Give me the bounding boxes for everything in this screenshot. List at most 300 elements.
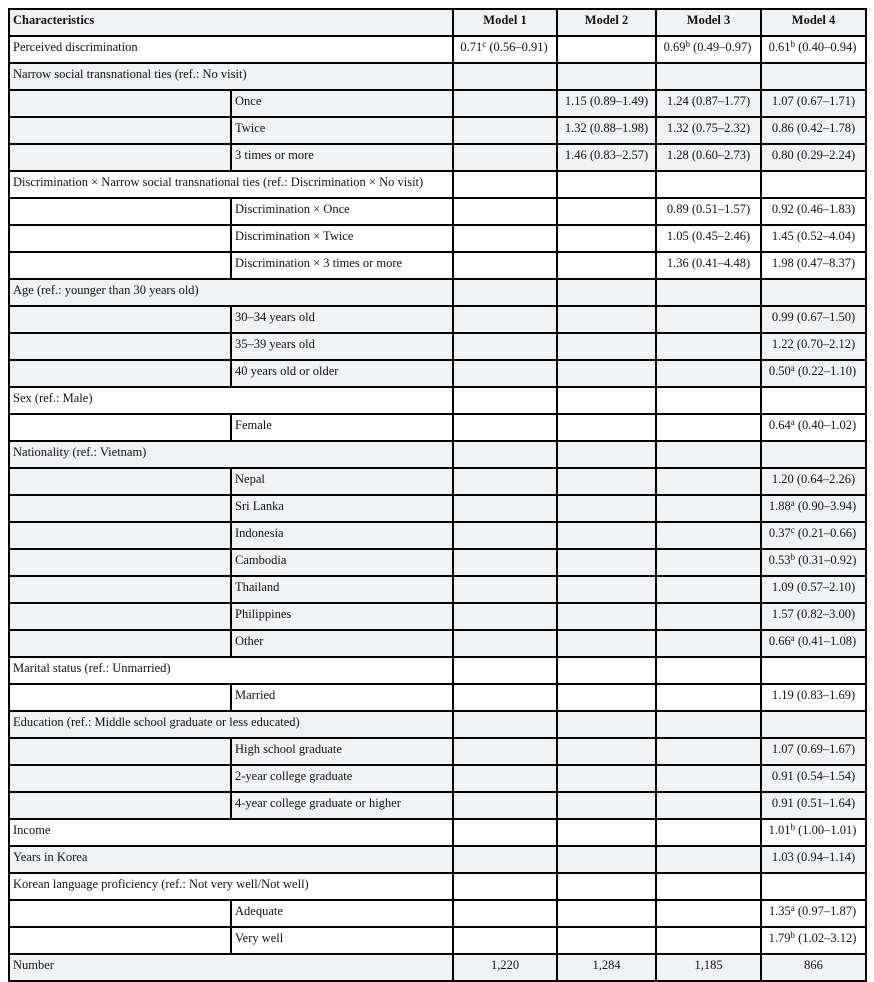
model-3-cell — [656, 792, 761, 819]
model-2-cell — [557, 279, 656, 306]
row-label: Age (ref.: younger than 30 years old) — [9, 279, 453, 306]
row-sublabel: 3 times or more — [231, 144, 453, 171]
model-1-cell — [453, 36, 557, 63]
model-2-cell — [557, 657, 656, 684]
estimate: 1,284 — [592, 958, 621, 972]
model-2-cell — [557, 765, 656, 792]
estimate: 1.19 — [771, 688, 794, 702]
confidence-interval: (0.89–1.49) — [586, 94, 649, 108]
confidence-interval: (0.21–0.66) — [794, 526, 857, 540]
estimate: 0.80 — [771, 148, 794, 162]
table-row — [9, 819, 866, 846]
model-2-cell — [557, 198, 656, 225]
significance-marker: b — [790, 822, 795, 832]
model-4-cell — [761, 684, 866, 711]
table-row — [9, 468, 866, 495]
row-indent-cell — [9, 792, 231, 819]
row-indent-cell — [9, 684, 231, 711]
estimate: 0.61 — [768, 40, 791, 54]
model-1-cell — [453, 90, 557, 117]
model-4-cell — [761, 414, 866, 441]
estimate: 1.05 — [666, 229, 689, 243]
table-row — [9, 954, 866, 981]
confidence-interval: (0.46–1.83) — [793, 202, 856, 216]
estimate: 0.69 — [663, 40, 686, 54]
row-indent-cell — [9, 495, 231, 522]
model-2-cell — [557, 846, 656, 873]
model-3-cell — [656, 846, 761, 873]
model-4-cell — [761, 927, 866, 954]
model-2-cell — [557, 711, 656, 738]
model-3-cell — [656, 387, 761, 414]
model-2-cell — [557, 333, 656, 360]
row-label: Korean language proficiency (ref.: Not very well/Not well) — [9, 873, 453, 900]
estimate: 1.98 — [771, 256, 794, 270]
model-4-cell — [761, 846, 866, 873]
model-4-cell — [761, 900, 866, 927]
row-sublabel: Nepal — [231, 468, 453, 495]
row-indent-cell — [9, 900, 231, 927]
row-label: Years in Korea — [9, 846, 453, 873]
estimate: 1.35 — [768, 904, 791, 918]
characteristics-header: Characteristics — [9, 9, 453, 36]
model-4-cell — [761, 603, 866, 630]
confidence-interval: (0.83–1.69) — [793, 688, 856, 702]
table-row — [9, 333, 866, 360]
confidence-interval: (0.54–1.54) — [793, 769, 856, 783]
table-row — [9, 387, 866, 414]
table-row — [9, 414, 866, 441]
estimate: 1.24 — [666, 94, 689, 108]
row-indent-cell — [9, 630, 231, 657]
model-3-cell — [656, 441, 761, 468]
model-4-cell — [761, 819, 866, 846]
model-2-cell — [557, 414, 656, 441]
estimate: 0.86 — [771, 121, 794, 135]
confidence-interval: (0.29–2.24) — [793, 148, 856, 162]
model-3-cell — [656, 576, 761, 603]
estimate: 0.71 — [460, 40, 483, 54]
confidence-interval: (0.47–8.37) — [793, 256, 856, 270]
model-3-cell — [656, 414, 761, 441]
row-indent-cell — [9, 603, 231, 630]
confidence-interval: (0.90–3.94) — [794, 499, 857, 513]
model-3-cell — [656, 90, 761, 117]
estimate: 0.89 — [666, 202, 689, 216]
row-sublabel: Very well — [231, 927, 453, 954]
model-1-cell — [453, 738, 557, 765]
significance-marker: c — [790, 525, 795, 535]
estimate: 0.37 — [768, 526, 791, 540]
model-2-cell — [557, 360, 656, 387]
row-label: Sex (ref.: Male) — [9, 387, 453, 414]
estimate: 1.28 — [666, 148, 689, 162]
table-row — [9, 603, 866, 630]
model-4-cell — [761, 441, 866, 468]
model-3-cell — [656, 36, 761, 63]
confidence-interval: (0.94–1.14) — [793, 850, 856, 864]
row-label: Discrimination × Narrow social transnational ties (ref.: Discrimination × No visit) — [9, 171, 453, 198]
estimate: 0.53 — [768, 553, 791, 567]
model-3-cell — [656, 738, 761, 765]
significance-marker: b — [790, 552, 795, 562]
row-sublabel: Twice — [231, 117, 453, 144]
model-4-cell — [761, 36, 866, 63]
model-3-cell — [656, 495, 761, 522]
model-4-cell — [761, 198, 866, 225]
confidence-interval: (0.51–1.64) — [793, 796, 856, 810]
estimate: 0.99 — [771, 310, 794, 324]
model-4-cell — [761, 576, 866, 603]
table-row — [9, 873, 866, 900]
model-3-cell — [656, 252, 761, 279]
model-2-cell — [557, 306, 656, 333]
confidence-interval: (0.52–4.04) — [793, 229, 856, 243]
confidence-interval: (1.00–1.01) — [794, 823, 857, 837]
confidence-interval: (0.40–0.94) — [794, 40, 857, 54]
row-label: Perceived discrimination — [9, 36, 453, 63]
confidence-interval: (0.67–1.71) — [793, 94, 856, 108]
model-3-cell — [656, 198, 761, 225]
significance-marker: a — [790, 498, 795, 508]
model-4-cell — [761, 549, 866, 576]
model-3-cell — [656, 873, 761, 900]
row-label: Income — [9, 819, 453, 846]
row-sublabel: Discrimination × 3 times or more — [231, 252, 453, 279]
table-row — [9, 36, 866, 63]
table-row — [9, 684, 866, 711]
model-1-cell — [453, 198, 557, 225]
estimate: 1.46 — [564, 148, 587, 162]
table-row — [9, 549, 866, 576]
row-sublabel: Discrimination × Twice — [231, 225, 453, 252]
estimate: 1.01 — [768, 823, 791, 837]
estimate: 1.03 — [771, 850, 794, 864]
row-sublabel: Married — [231, 684, 453, 711]
estimate: 1.07 — [771, 94, 794, 108]
row-indent-cell — [9, 306, 231, 333]
estimate: 0.64 — [768, 418, 791, 432]
model-1-cell — [453, 63, 557, 90]
estimate: 1.15 — [564, 94, 587, 108]
significance-marker: c — [482, 39, 487, 49]
row-sublabel: Indonesia — [231, 522, 453, 549]
model-3-cell — [656, 900, 761, 927]
model-4-cell — [761, 225, 866, 252]
model-4-cell — [761, 738, 866, 765]
header-row — [9, 9, 866, 36]
row-indent-cell — [9, 198, 231, 225]
row-indent-cell — [9, 414, 231, 441]
model-1-cell — [453, 846, 557, 873]
table-row — [9, 441, 866, 468]
model-1-cell — [453, 522, 557, 549]
estimate: 1.22 — [771, 337, 794, 351]
confidence-interval: (0.57–2.10) — [793, 580, 856, 594]
model-4-header: Model 4 — [761, 9, 866, 36]
model-2-cell — [557, 252, 656, 279]
model-1-cell — [453, 711, 557, 738]
model-4-cell — [761, 522, 866, 549]
confidence-interval: (0.41–1.08) — [794, 634, 857, 648]
model-2-cell — [557, 738, 656, 765]
table-row — [9, 765, 866, 792]
model-1-header: Model 1 — [453, 9, 557, 36]
estimate: 1.88 — [768, 499, 791, 513]
model-2-cell — [557, 576, 656, 603]
row-indent-cell — [9, 144, 231, 171]
model-2-cell — [557, 927, 656, 954]
model-4-cell — [761, 792, 866, 819]
model-3-cell — [656, 927, 761, 954]
row-sublabel: 30–34 years old — [231, 306, 453, 333]
model-1-cell — [453, 765, 557, 792]
row-sublabel: 4-year college graduate or higher — [231, 792, 453, 819]
model-4-cell — [761, 387, 866, 414]
model-2-cell — [557, 171, 656, 198]
model-3-cell — [656, 711, 761, 738]
model-4-cell — [761, 954, 866, 981]
estimate: 1.32 — [564, 121, 587, 135]
model-1-cell — [453, 468, 557, 495]
model-1-cell — [453, 360, 557, 387]
model-1-cell — [453, 387, 557, 414]
estimate: 1.07 — [771, 742, 794, 756]
table-row — [9, 171, 866, 198]
model-1-cell — [453, 630, 557, 657]
table-row — [9, 225, 866, 252]
confidence-interval: (0.40–1.02) — [794, 418, 857, 432]
model-2-cell — [557, 387, 656, 414]
model-1-cell — [453, 927, 557, 954]
model-2-cell — [557, 495, 656, 522]
model-1-cell — [453, 144, 557, 171]
table-row — [9, 198, 866, 225]
model-2-cell — [557, 873, 656, 900]
row-indent-cell — [9, 522, 231, 549]
model-1-cell — [453, 441, 557, 468]
model-2-cell — [557, 36, 656, 63]
table-row — [9, 117, 866, 144]
table-row — [9, 522, 866, 549]
model-3-cell — [656, 333, 761, 360]
row-sublabel: Adequate — [231, 900, 453, 927]
significance-marker: a — [790, 417, 795, 427]
model-3-cell — [656, 171, 761, 198]
estimate: 0.91 — [771, 796, 794, 810]
estimate: 0.91 — [771, 769, 794, 783]
table-row — [9, 657, 866, 684]
significance-marker: b — [790, 930, 795, 940]
row-sublabel: 2-year college graduate — [231, 765, 453, 792]
model-1-cell — [453, 306, 557, 333]
model-2-cell — [557, 630, 656, 657]
model-3-cell — [656, 468, 761, 495]
model-4-cell — [761, 630, 866, 657]
row-label: Education (ref.: Middle school graduate or less educated) — [9, 711, 453, 738]
row-sublabel: Female — [231, 414, 453, 441]
row-sublabel: High school graduate — [231, 738, 453, 765]
estimate: 1.45 — [771, 229, 794, 243]
confidence-interval: (0.83–2.57) — [586, 148, 649, 162]
estimate: 1.36 — [666, 256, 689, 270]
model-4-cell — [761, 468, 866, 495]
model-3-cell — [656, 630, 761, 657]
model-4-cell — [761, 765, 866, 792]
significance-marker: a — [790, 633, 795, 643]
estimate: 1.57 — [771, 607, 794, 621]
model-1-cell — [453, 873, 557, 900]
model-4-cell — [761, 306, 866, 333]
estimate: 1.79 — [768, 931, 791, 945]
confidence-interval: (0.42–1.78) — [793, 121, 856, 135]
table-row — [9, 495, 866, 522]
row-indent-cell — [9, 468, 231, 495]
model-2-cell — [557, 819, 656, 846]
model-3-cell — [656, 657, 761, 684]
model-2-cell — [557, 954, 656, 981]
model-1-cell — [453, 603, 557, 630]
model-2-cell — [557, 900, 656, 927]
model-4-cell — [761, 144, 866, 171]
row-sublabel: Discrimination × Once — [231, 198, 453, 225]
model-4-cell — [761, 495, 866, 522]
model-1-cell — [453, 549, 557, 576]
confidence-interval: (0.22–1.10) — [794, 364, 857, 378]
model-2-cell — [557, 144, 656, 171]
estimate: 1.32 — [666, 121, 689, 135]
significance-marker: b — [685, 39, 690, 49]
model-1-cell — [453, 495, 557, 522]
regression-table — [8, 8, 867, 982]
table-row — [9, 630, 866, 657]
model-4-cell — [761, 873, 866, 900]
estimate: 0.92 — [771, 202, 794, 216]
table-row — [9, 360, 866, 387]
significance-marker: a — [790, 903, 795, 913]
table-row — [9, 90, 866, 117]
model-4-cell — [761, 279, 866, 306]
model-4-cell — [761, 657, 866, 684]
confidence-interval: (0.64–2.26) — [793, 472, 856, 486]
model-2-cell — [557, 468, 656, 495]
model-1-cell — [453, 333, 557, 360]
row-indent-cell — [9, 549, 231, 576]
row-indent-cell — [9, 576, 231, 603]
row-sublabel: Thailand — [231, 576, 453, 603]
model-3-cell — [656, 117, 761, 144]
estimate: 0.66 — [768, 634, 791, 648]
row-sublabel: Cambodia — [231, 549, 453, 576]
row-indent-cell — [9, 252, 231, 279]
model-3-cell — [656, 63, 761, 90]
model-3-cell — [656, 684, 761, 711]
model-1-cell — [453, 792, 557, 819]
row-indent-cell — [9, 765, 231, 792]
model-2-cell — [557, 225, 656, 252]
model-2-cell — [557, 522, 656, 549]
estimate: 1.09 — [771, 580, 794, 594]
row-indent-cell — [9, 333, 231, 360]
table-row — [9, 63, 866, 90]
model-1-cell — [453, 414, 557, 441]
model-3-cell — [656, 603, 761, 630]
table-row — [9, 900, 866, 927]
model-2-cell — [557, 117, 656, 144]
row-indent-cell — [9, 360, 231, 387]
confidence-interval: (0.60–2.73) — [688, 148, 751, 162]
row-indent-cell — [9, 927, 231, 954]
model-2-cell — [557, 63, 656, 90]
model-4-cell — [761, 117, 866, 144]
row-indent-cell — [9, 225, 231, 252]
model-2-cell — [557, 90, 656, 117]
model-2-cell — [557, 549, 656, 576]
estimate: 1,220 — [490, 958, 520, 972]
table-row — [9, 576, 866, 603]
row-label: Narrow social transnational ties (ref.: No visit) — [9, 63, 453, 90]
model-4-cell — [761, 171, 866, 198]
table-row — [9, 846, 866, 873]
model-1-cell — [453, 225, 557, 252]
confidence-interval: (0.51–1.57) — [688, 202, 751, 216]
model-1-cell — [453, 171, 557, 198]
row-label: Nationality (ref.: Vietnam) — [9, 441, 453, 468]
model-4-cell — [761, 711, 866, 738]
model-1-cell — [453, 576, 557, 603]
model-4-cell — [761, 252, 866, 279]
row-sublabel: Sri Lanka — [231, 495, 453, 522]
model-1-cell — [453, 819, 557, 846]
row-label: Number — [9, 954, 453, 981]
model-2-header: Model 2 — [557, 9, 656, 36]
row-sublabel: 35–39 years old — [231, 333, 453, 360]
model-2-cell — [557, 603, 656, 630]
model-1-cell — [453, 684, 557, 711]
confidence-interval: (0.69–1.67) — [793, 742, 856, 756]
model-4-cell — [761, 63, 866, 90]
confidence-interval: (0.87–1.77) — [688, 94, 751, 108]
model-2-cell — [557, 684, 656, 711]
row-sublabel: Philippines — [231, 603, 453, 630]
significance-marker: b — [790, 39, 795, 49]
table-body — [9, 36, 866, 981]
model-4-cell — [761, 360, 866, 387]
model-1-cell — [453, 252, 557, 279]
row-indent-cell — [9, 117, 231, 144]
estimate: 1.20 — [771, 472, 794, 486]
model-1-cell — [453, 279, 557, 306]
confidence-interval: (0.45–2.46) — [688, 229, 751, 243]
model-3-cell — [656, 549, 761, 576]
confidence-interval: (0.82–3.00) — [793, 607, 856, 621]
estimate: 866 — [804, 958, 823, 972]
model-3-cell — [656, 765, 761, 792]
row-sublabel: Other — [231, 630, 453, 657]
confidence-interval: (0.41–4.48) — [688, 256, 751, 270]
model-3-cell — [656, 279, 761, 306]
row-sublabel: Once — [231, 90, 453, 117]
confidence-interval: (0.56–0.91) — [486, 40, 548, 54]
row-sublabel: 40 years old or older — [231, 360, 453, 387]
model-3-cell — [656, 225, 761, 252]
table-row — [9, 927, 866, 954]
model-3-cell — [656, 360, 761, 387]
model-4-cell — [761, 333, 866, 360]
confidence-interval: (0.75–2.32) — [688, 121, 751, 135]
confidence-interval: (0.88–1.98) — [586, 121, 649, 135]
model-3-cell — [656, 954, 761, 981]
